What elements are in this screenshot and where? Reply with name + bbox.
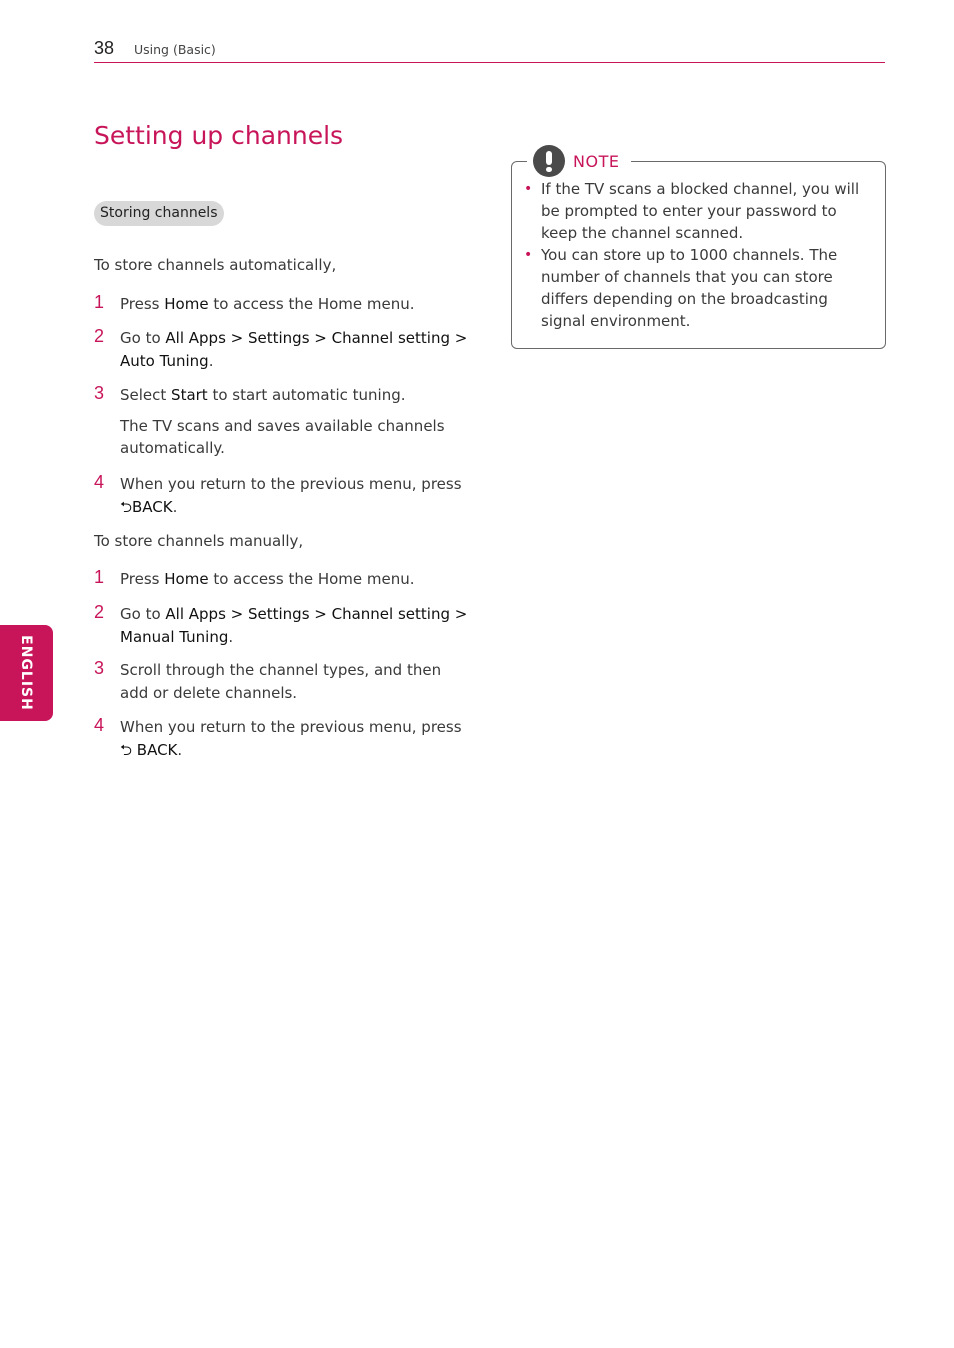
- note-item: • You can store up to 1000 channels. The number of channels that you can store differs depending on the broadcasting signal environment.: [524, 246, 838, 330]
- step-text: When you return to the previous menu, press ⮌ BACK.: [120, 718, 462, 759]
- back-button-term: ⮌ BACK: [120, 740, 178, 759]
- menu-term: Home: [164, 295, 209, 313]
- step-text: Go to All Apps > Settings > Channel setting > Manual Tuning.: [120, 605, 468, 646]
- step-text: Press Home to access the Home menu.: [120, 570, 415, 588]
- header-section-title: Using (Basic): [134, 42, 216, 57]
- step-number: 4: [94, 472, 105, 492]
- step-number: 1: [94, 567, 105, 587]
- step-number: 2: [94, 326, 105, 346]
- step-text: Press Home to access the Home menu.: [120, 295, 415, 313]
- menu-path: All Apps > Settings > Channel setting > Manual Tuning: [120, 605, 468, 646]
- back-button-term: ⮌BACK: [120, 497, 173, 516]
- manual-intro: To store channels manually,: [94, 532, 304, 550]
- bullet-icon: •: [524, 181, 533, 197]
- note-list: [524, 178, 876, 332]
- step-subtext: The TV scans and saves available channels automatically.: [120, 416, 445, 457]
- auto-intro: To store channels automatically,: [94, 256, 337, 274]
- page-number: 38: [94, 38, 115, 58]
- note-item: • If the TV scans a blocked channel, you will be prompted to enter your password to keep the channel scanned.: [524, 180, 860, 242]
- step-number: 3: [94, 658, 105, 678]
- menu-path: All Apps > Settings > Channel setting > Auto Tuning: [120, 329, 468, 370]
- step-text: Scroll through the channel types, and then add or delete channels.: [120, 661, 442, 702]
- note-box: [511, 151, 886, 349]
- step-number: 3: [94, 383, 105, 403]
- bullet-icon: •: [524, 247, 533, 263]
- subsection-label: Storing channels: [94, 201, 224, 226]
- language-tab-label: ENGLISH: [18, 635, 34, 711]
- step-number: 1: [94, 292, 105, 312]
- menu-term: Home: [164, 570, 209, 588]
- step-number: 2: [94, 602, 105, 622]
- step-text: When you return to the previous menu, press ⮌BACK.: [120, 475, 462, 516]
- page-title: Setting up channels: [94, 121, 344, 150]
- page-header: [94, 38, 885, 63]
- menu-term: Start: [171, 386, 208, 404]
- note-header: [527, 144, 631, 178]
- exclamation-icon: [533, 145, 565, 177]
- language-tab: [0, 625, 53, 721]
- step-number: 4: [94, 715, 105, 735]
- step-text: Select Start to start automatic tuning. The TV scans and saves available channels automatically.: [120, 384, 474, 460]
- note-label: NOTE: [573, 151, 620, 171]
- step-text: Go to All Apps > Settings > Channel setting > Auto Tuning.: [120, 329, 468, 370]
